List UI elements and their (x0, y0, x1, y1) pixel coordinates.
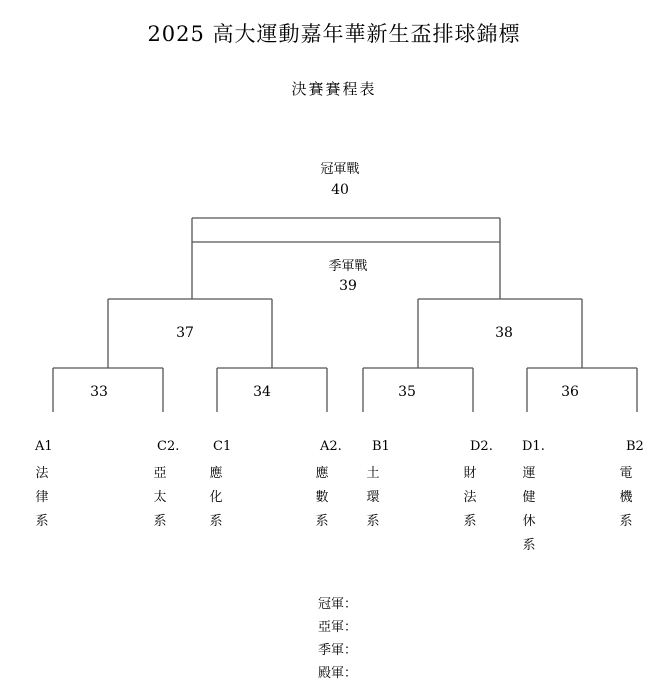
third-place-label: 季軍戰 (328, 259, 368, 274)
semifinal-2-number: 38 (495, 325, 513, 341)
team-2-dept (153, 462, 167, 534)
third-place-match-number: 39 (339, 278, 357, 294)
quarterfinal-2-number: 34 (253, 384, 271, 400)
dept-char: 數 (315, 490, 329, 505)
team-8-dept (619, 462, 633, 534)
dept-char: 系 (366, 514, 380, 529)
page-title: 2025 高大運動嘉年華新生盃排球錦標 (147, 22, 521, 46)
team-4-seed: A2. (320, 439, 342, 454)
team-5-dept (366, 462, 380, 534)
fourth-place-line: 殿軍： (318, 666, 358, 681)
dept-char: 機 (619, 490, 633, 505)
dept-char: 環 (366, 490, 380, 505)
team-1-seed: A1 (35, 439, 53, 454)
dept-char: 財 (463, 466, 477, 481)
dept-char: 電 (619, 466, 633, 481)
dept-char: 休 (522, 514, 536, 529)
quarterfinal-1-number: 33 (90, 384, 108, 400)
dept-char: 系 (463, 514, 477, 529)
dept-char: 化 (209, 490, 223, 505)
quarterfinal-4-number: 36 (561, 384, 579, 400)
team-3-seed: C1 (213, 439, 232, 454)
dept-char: 系 (619, 514, 633, 529)
champion-line: 冠軍： (318, 597, 358, 612)
team-2-seed: C2. (157, 439, 180, 454)
dept-char: 應 (315, 466, 329, 481)
dept-char: 土 (366, 466, 380, 481)
runner-up-line: 亞軍： (318, 620, 358, 635)
dept-char: 系 (209, 514, 223, 529)
team-7-seed: D1. (522, 439, 545, 454)
dept-char: 律 (35, 490, 49, 505)
dept-char: 亞 (153, 466, 167, 481)
dept-char: 系 (35, 514, 49, 529)
dept-char: 運 (522, 466, 536, 481)
dept-char: 太 (153, 490, 167, 505)
team-5-seed: B1 (372, 439, 390, 454)
team-1-dept (35, 462, 49, 534)
team-3-dept (209, 462, 223, 534)
dept-char: 法 (463, 490, 477, 505)
schedule-subtitle: 決賽賽程表 (291, 80, 377, 98)
semifinal-1-number: 37 (176, 325, 194, 341)
third-place-line: 季軍： (318, 643, 358, 658)
dept-char: 應 (209, 466, 223, 481)
final-label: 冠軍戰 (320, 162, 360, 177)
final-match-number: 40 (331, 182, 349, 198)
dept-char: 系 (153, 514, 167, 529)
team-6-dept (463, 462, 477, 534)
team-8-seed: B2 (626, 439, 644, 454)
quarterfinal-3-number: 35 (398, 384, 416, 400)
team-7-dept (522, 462, 536, 558)
results-list (318, 593, 357, 685)
dept-char: 系 (315, 514, 329, 529)
team-6-seed: D2. (470, 439, 493, 454)
dept-char: 系 (522, 538, 536, 553)
team-4-dept (315, 462, 329, 534)
dept-char: 法 (35, 466, 49, 481)
dept-char: 健 (522, 490, 536, 505)
